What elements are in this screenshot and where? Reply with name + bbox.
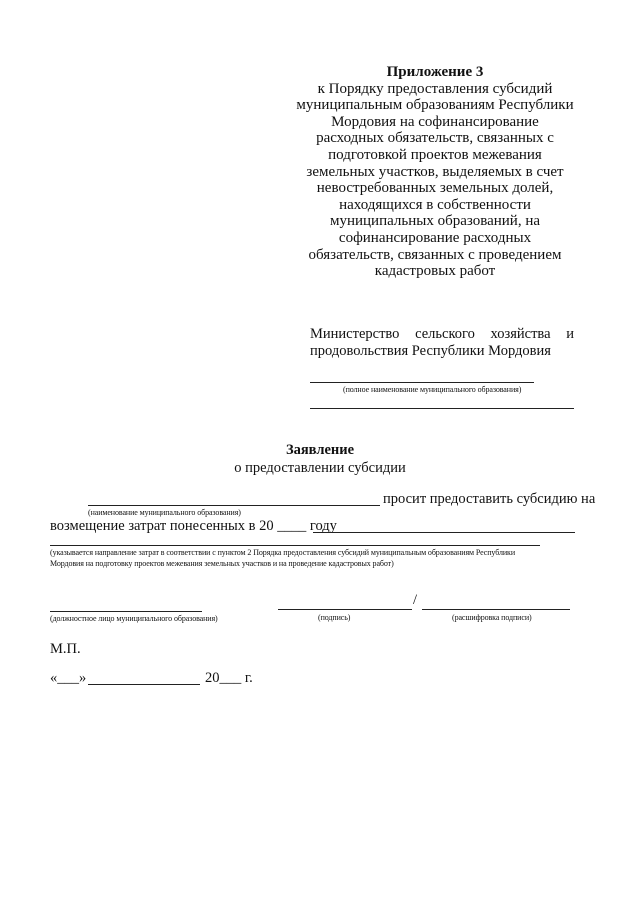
municipality-caption: (наименование муниципального образования): [88, 508, 241, 517]
direction-caption-2: Мордовия на подготовку проектов межевания земельных участков и на проведение кадастровых работ): [50, 559, 394, 568]
decoding-caption: (расшифровка подписи): [452, 613, 532, 622]
ministry-line-2: продовольствия Республики Мордовия: [310, 343, 551, 359]
appendix-header: [270, 64, 600, 280]
appendix-line: софинансирование расходных: [338, 229, 532, 246]
appendix-line: муниципальным образованиям Республики: [296, 97, 574, 114]
document-title: Заявление: [285, 442, 355, 458]
ministry-word: хозяйства: [490, 326, 551, 342]
direction-field-line-2[interactable]: [50, 545, 540, 546]
municipality-name-line[interactable]: [310, 382, 534, 383]
addressee-ministry: [310, 326, 574, 360]
appendix-line: обязательств, связанных с проведением: [308, 246, 562, 263]
direction-field-line[interactable]: [313, 532, 575, 533]
date-day: «___»: [50, 670, 87, 686]
decoding-field-line[interactable]: [422, 609, 570, 610]
ministry-word: и: [566, 326, 574, 342]
signature-caption: (подпись): [318, 613, 351, 622]
municipality-field-line[interactable]: [88, 505, 380, 506]
municipality-full-name-caption: (полное наименование муниципального образования): [343, 385, 522, 394]
signature-slash: /: [413, 592, 418, 608]
document-subtitle: о предоставлении субсидии: [234, 460, 406, 476]
reimbursement-text: возмещение затрат понесенных в 20 ____ году: [50, 518, 337, 534]
direction-caption-1: (указывается направление затрат в соответствии с пунктом 2 Порядка предоставления субсидий муниципальным образованиям Республики: [50, 548, 516, 557]
appendix-line: невостребованных земельных долей,: [316, 180, 554, 197]
appendix-line: расходных обязательств, связанных с: [316, 130, 554, 147]
signature-field-line[interactable]: [278, 609, 412, 610]
official-field-line[interactable]: [50, 611, 202, 612]
seal-label: М.П.: [50, 641, 81, 657]
appendix-title: Приложение 3: [386, 64, 484, 80]
appendix-line: Мордовия на софинансирование: [331, 113, 539, 130]
municipality-name-line-2[interactable]: [310, 408, 574, 409]
ministry-word: сельского: [415, 326, 475, 342]
ministry-word: Министерство: [310, 326, 400, 342]
date-month-line[interactable]: [88, 684, 200, 685]
appendix-line: находящихся в собственности: [339, 196, 531, 213]
date-year: 20___ г.: [205, 670, 253, 686]
appendix-line: подготовкой проектов межевания: [328, 146, 542, 163]
appendix-line: к Порядку предоставления субсидий: [317, 80, 553, 97]
appendix-line: кадастровых работ: [374, 263, 496, 280]
request-text: просит предоставить субсидию на: [383, 491, 596, 507]
appendix-line: муниципальных образований, на: [329, 213, 541, 230]
appendix-line: земельных участков, выделяемых в счет: [306, 163, 564, 180]
official-caption: (должностное лицо муниципального образования): [50, 614, 218, 623]
